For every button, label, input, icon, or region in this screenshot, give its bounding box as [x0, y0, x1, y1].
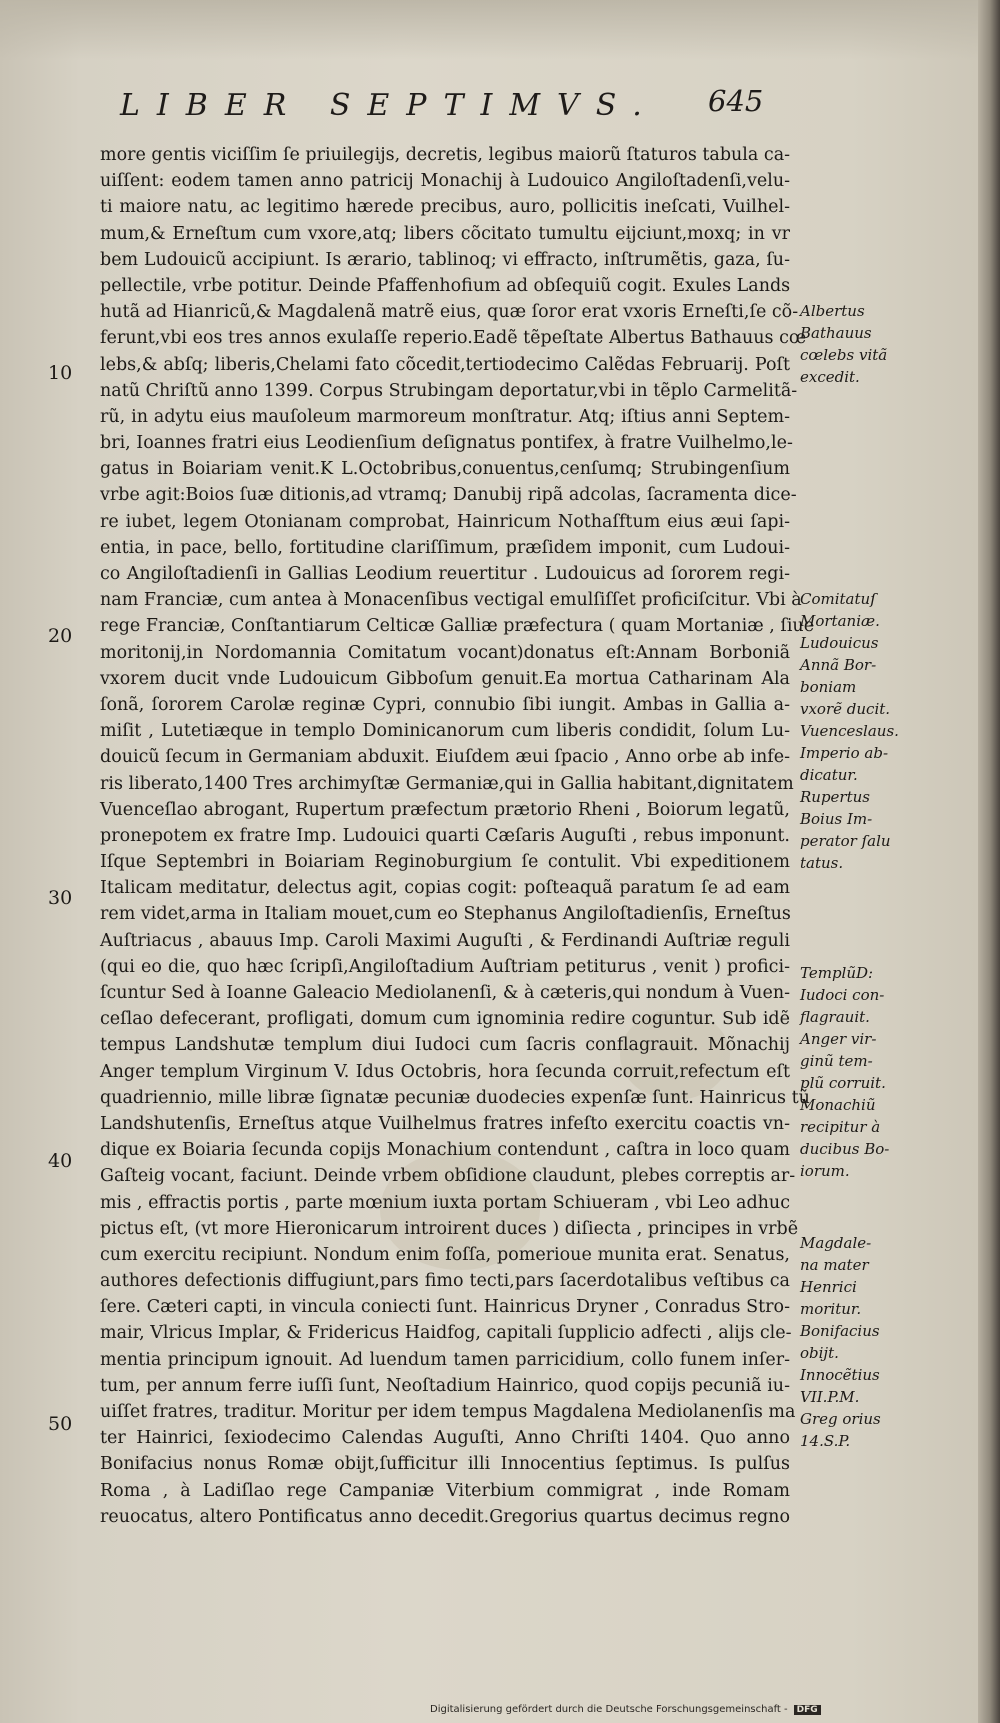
marginal-note-line: Annã Bor- — [800, 656, 877, 674]
book-edge — [978, 0, 1000, 1723]
text-line: ſonã, ſororem Carolæ reginæ Cypri, connubio ſibi iungit. Ambas in Gallia a- — [100, 694, 790, 715]
marginal-note-line: Mortaniæ. — [800, 612, 880, 630]
marginal-note-line: Iudoci con- — [800, 986, 885, 1004]
line-number-30: 30 — [48, 887, 73, 909]
text-line: gatus in Boiariam venit.K L.Octobribus,conuentus,cenſumq; Strubingenſium — [100, 459, 790, 480]
text-line: Landshutenſis, Erneſtus atque Vuilhelmus fratres infeſto exercitu coactis vn- — [100, 1113, 790, 1134]
text-line: douicũ ſecum in Germaniam abduxit. Eiuſdem æui ſpacio , Anno orbe ab infe- — [100, 747, 790, 768]
page-number: 645 — [708, 84, 764, 118]
text-line: mum,& Erneſtum cum vxore,atq; libers cõcitato tumultu eijciunt,moxq; in vr — [100, 223, 790, 244]
marginal-note-line: Bonifacius — [800, 1322, 880, 1340]
marginal-note-line: Imperio ab- — [800, 744, 889, 762]
text-line: ſcuntur Sed à Ioanne Galeacio Mediolanenſi, & à cæteris,qui nondum à Vuen- — [100, 983, 790, 1003]
footer-credit-text: Digitalisierung gefördert durch die Deutsche Forschungsgemeinschaft - — [430, 1704, 788, 1715]
text-line: Anger templum Virginum V. Idus Octobris, hora ſecunda corruit,refectum eſt — [100, 1061, 790, 1082]
text-line: authores defectionis diffugiunt,pars fimo tecti,pars ſacerdotalibus veſtibus ca — [100, 1271, 790, 1292]
text-line: dique ex Boiaria ſecunda copijs Monachium contendunt , caſtra in loco quam — [100, 1140, 790, 1161]
text-line: nam Franciæ, cum antea à Monacenſibus vectigal emulſiſſet proficiſcitur. Vbi à — [100, 590, 802, 611]
marginal-note-line: Magdale- — [800, 1234, 872, 1252]
text-line: entia, in pace, bello, fortitudine clariſſimum, præſidem imponit, cum Ludoui- — [100, 537, 790, 558]
text-line: natũ Chriſtũ anno 1399. Corpus Strubingam deportatur,vbi in tẽplo Carmelitã- — [100, 380, 798, 401]
text-line: uiſſet fratres, traditur. Moritur per idem tempus Magdalena Mediolanenſis ma — [100, 1402, 796, 1422]
text-line: rũ, in adytu eius mauſoleum marmoreum monſtratur. Atq; iſtius anni Septem- — [100, 406, 790, 427]
text-line: uiſſent: eodem tamen anno patricij Monachij à Ludouico Angiloſtadenſi,velu- — [100, 171, 790, 192]
line-number-50: 50 — [48, 1413, 73, 1435]
marginal-note-line: vxorẽ ducit. — [800, 700, 891, 718]
marginal-note-magdalena — [800, 1232, 900, 1452]
text-line: more gentis viciſſim ſe priuilegijs, decretis, legibus maiorũ ſtaturos tabula ca- — [100, 145, 791, 165]
marginal-note-line: excedit. — [800, 368, 860, 386]
page-shadow — [0, 0, 1000, 60]
text-line: ris liberato,1400 Tres archimyſtæ Germaniæ,qui in Gallia habitant,dignitatem — [100, 773, 794, 794]
text-line: Auſtriacus , abauus Imp. Caroli Maximi Auguſti , & Ferdinandi Auſtriæ reguli — [100, 930, 790, 951]
text-line: ceſlao defecerant, profligati, domum cum ignominia redire coguntur. Sub idẽ — [100, 1009, 790, 1030]
marginal-note-line: plũ corruit. — [800, 1074, 886, 1092]
marginal-note-line: Anger vir- — [800, 1030, 877, 1048]
text-line: re iubet, legem Otonianam comprobat, Hainricum Nothaſftum eius æui ſapi- — [100, 511, 790, 532]
marginal-note-line: obijt. — [800, 1344, 839, 1362]
text-line: co Angiloſtadienſi in Gallias Leodium reuertitur . Ludouicus ad ſororem regi- — [100, 564, 790, 584]
marginal-note-line: tatus. — [800, 854, 844, 872]
marginal-note-line: Albertus — [800, 302, 865, 320]
marginal-note-line: Bathauus — [800, 324, 872, 342]
text-line: mis , effractis portis , parte mœnium iuxta portam Schiueram , vbi Leo adhuc — [100, 1192, 790, 1213]
text-line: Gaſteig vocant, faciunt. Deinde vrbem obſidione claudunt, plebes correptis ar- — [100, 1166, 796, 1187]
dfg-logo: DFG — [794, 1705, 821, 1715]
text-line: hutã ad Hianricũ,& Magdalenã matrẽ eius, quæ ſoror erat vxoris Erneſti,ſe cõ- — [100, 302, 799, 323]
line-number-20: 20 — [48, 625, 73, 647]
text-line: moritonij,in Nordomannia Comitatum vocant)donatus eſt:Annam Borboniã — [100, 642, 790, 663]
text-line: vrbe agit:Boios ſuæ ditionis,ad vtramq; Danubij ripã adcolas, ſacramenta dice- — [100, 485, 797, 506]
text-line: quadriennio, mille libræ ſignatæ pecuniæ duodecies expenſæ ſunt. Hainricus tũ — [100, 1087, 810, 1108]
text-line: Bonifacius nonus Romæ obijt,ſufficitur illi Innocentius ſeptimus. Is pulſus — [100, 1454, 790, 1475]
marginal-note-line: TemplũD: — [800, 964, 874, 982]
text-line: (qui eo die, quo hæc ſcripſi,Angiloſtadium Auſtriam petiturus , venit ) profici- — [100, 956, 790, 977]
marginal-note-templum — [800, 962, 900, 1182]
marginal-note-line: Comitatuſ — [800, 590, 876, 608]
marginal-note-line: iorum. — [800, 1162, 850, 1180]
text-line: ti maiore natu, ac legitimo hærede precibus, auro, pollicitis ineſcati, Vuilhel- — [100, 197, 790, 218]
text-line: miſit , Lutetiæque in templo Dominicanorum cum liberis condidit, ſolum Lu- — [100, 721, 790, 742]
marginal-note-line: perator ſalu — [800, 832, 891, 850]
main-text-block — [100, 142, 815, 1530]
text-line: cum exercitu recipiunt. Nondum enim foſſa, pomerioue munita erat. Senatus, — [100, 1244, 790, 1265]
text-line: pictus eſt, (vt more Hieronicarum introirent duces ) diſiecta , principes in vrbẽ — [100, 1218, 799, 1239]
marginal-note-line: Monachiũ — [800, 1096, 876, 1114]
text-line: rege Franciæ, Conſtantiarum Celticæ Galliæ præfectura ( quam Mortaniæ , ſiue — [100, 616, 815, 637]
marginal-note-line: Vuenceslaus. — [800, 722, 899, 740]
text-line: tum, per annum ferre iuſſi ſunt, Neoſtadium Hainrico, quod copijs pecuniã iu- — [100, 1375, 790, 1396]
line-number-10: 10 — [48, 362, 73, 384]
text-line: ſere. Cæteri capti, in vincula coniecti ſunt. Hainricus Dryner , Conradus Stro- — [100, 1297, 790, 1318]
marginal-note-line: recipitur à — [800, 1118, 881, 1136]
marginal-note-comitatus — [800, 588, 900, 874]
marginal-note-line: Ludouicus — [800, 634, 879, 652]
text-line: vxorem ducit vnde Ludouicum Gibboſum genuit.Ea mortua Catharinam Ala — [100, 668, 790, 689]
text-line: bri, Ioannes fratri eius Leodienſium deſignatus pontifex, à fratre Vuilhelmo,le- — [100, 433, 793, 454]
marginal-note-line: ducibus Bo- — [800, 1140, 890, 1158]
text-line: reuocatus, altero Pontificatus anno decedit.Gregorius quartus decimus regno — [100, 1506, 790, 1527]
text-line: pronepotem ex fratre Imp. Ludouici quarti Cæſaris Auguſti , rebus imponunt. — [100, 825, 790, 846]
text-line: ferunt,vbi eos tres annos exulaſſe reperio.Eadẽ tẽpeſtate Albertus Bathauus cœ — [100, 328, 807, 349]
marginal-note-line: Henrici — [800, 1278, 857, 1296]
text-line: Iſque Septembri in Boiariam Reginoburgium ſe contulit. Vbi expeditionem — [100, 852, 790, 873]
text-line: pellectile, vrbe potitur. Deinde Pfaffenhofium ad obſequiũ cogit. Exules Lands — [100, 275, 791, 296]
text-line: lebs,& abſq; liberis,Chelami fato cõcedit,tertiodecimo Calẽdas Februarij. Poſt — [100, 354, 790, 375]
text-line: ter Hainrici, ſexiodecimo Calendas Auguſti, Anno Chriſti 1404. Quo anno — [100, 1428, 790, 1449]
text-line: tempus Landshutæ templum diui Iudoci cum ſacris conflagrauit. Mõnachij — [100, 1035, 790, 1056]
marginal-note-line: dicatur. — [800, 766, 858, 784]
marginal-note-line: Boius Im- — [800, 810, 873, 828]
text-line: Roma , à Ladiſlao rege Campaniæ Viterbium commigrat , inde Romam — [100, 1480, 790, 1501]
text-line: Vuenceſlao abrogant, Rupertum præfectum prætorio Rheni , Boiorum legatũ, — [100, 799, 790, 820]
marginal-note-line: Rupertus — [800, 788, 870, 806]
marginal-note-albertus — [800, 300, 900, 388]
marginal-note-line: moritur. — [800, 1300, 862, 1318]
marginal-note-line: 14.S.P. — [800, 1432, 851, 1450]
text-line: bem Ludouicũ accipiunt. Is ærario, tablinoq; vi effracto, inſtrumẽtis, gaza, ſu- — [100, 249, 790, 270]
marginal-note-line: boniam — [800, 678, 857, 696]
marginal-note-line: VII.P.M. — [800, 1388, 860, 1406]
marginal-note-line: na mater — [800, 1256, 869, 1274]
running-title: LIBER SEPTIMVS. — [120, 88, 659, 123]
marginal-note-line: cœlebs vitã — [800, 346, 888, 364]
text-line: mentia principum ignouit. Ad luendum tamen parricidium, collo funem inſer- — [100, 1349, 790, 1370]
line-number-40: 40 — [48, 1150, 73, 1172]
text-line: rem videt,arma in Italiam mouet,cum eo Stephanus Angiloſtadienſis, Erneſtus — [100, 904, 791, 925]
marginal-note-line: flagrauit. — [800, 1008, 870, 1026]
marginal-note-line: Innocẽtius — [800, 1366, 880, 1384]
text-line: Italicam meditatur, delectus agit, copias cogit: poſteaquã paratum ſe ad eam — [100, 878, 790, 899]
text-line: mair, Vlricus Implar, & Fridericus Haidfog, capitali ſupplicio adfecti , alijs cle- — [100, 1323, 792, 1344]
marginal-note-line: ginũ tem- — [800, 1052, 873, 1070]
marginal-note-line: Greg orius — [800, 1410, 881, 1428]
digitization-credit — [430, 1704, 821, 1715]
